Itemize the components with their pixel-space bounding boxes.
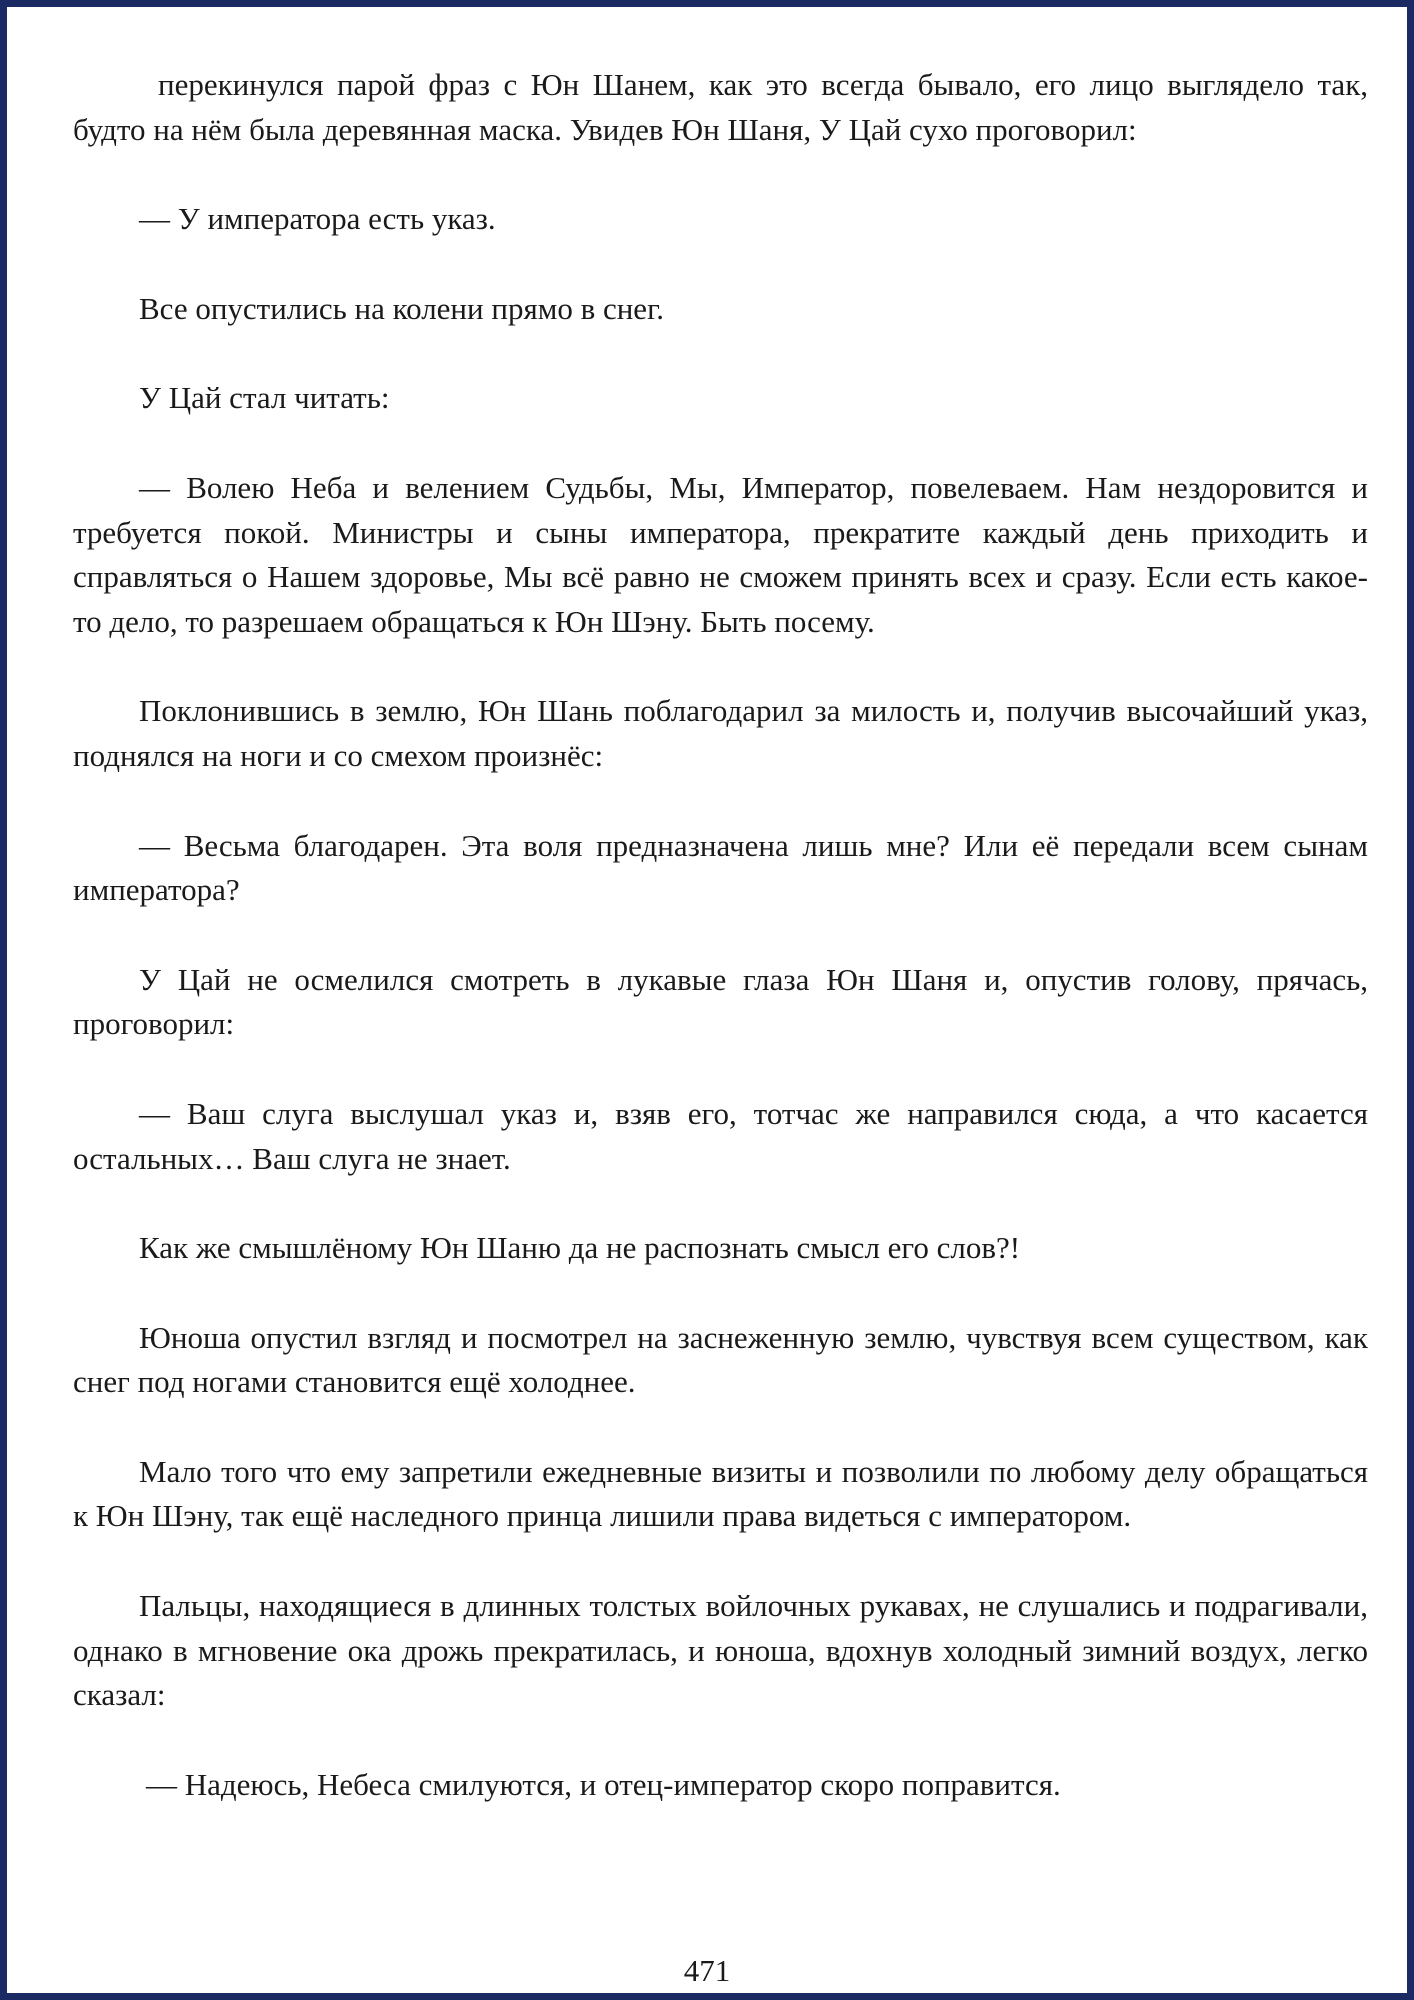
paragraph: Все опустились на колени прямо в снег. [139, 290, 665, 326]
paragraph: Юноша опустил взгляд и посмотрел на заснеженную землю, чувствуя всем существом, как снег под ногами становится ещё холоднее. [73, 1319, 1368, 1400]
paragraph: У Цай стал читать: [139, 380, 390, 416]
paragraph: У Цай не осмелился смотреть в лукавые глаза Юн Шаня и, опустив голову, прячась, проговорил: [73, 961, 1368, 1042]
paragraph: — Ваш слуга выслушал указ и, взяв его, тотчас же направился сюда, а что касается остальных… Ваш слуга не знает. [73, 1095, 1368, 1176]
paragraph: — Надеюсь, Небеса смилуются, и отец-император скоро поправится. [146, 1766, 1061, 1802]
paragraph: — У императора есть указ. [139, 201, 496, 237]
page-number: 471 [683, 1953, 731, 1988]
page-body [73, 63, 1368, 1807]
paragraph: Пальцы, находящиеся в длинных толстых войлочных рукавах, не слушались и подрагивали, однако в мгновение ока дрожь прекратилась, и юноша, вдохнув холодный зимний воздух, легко сказал: [73, 1588, 1368, 1713]
paragraph: перекинулся парой фраз с Юн Шанем, как это всегда бывало, его лицо выглядело так, будто на нём была деревянная маска. Увидев Юн Шаня, У Цай сухо проговорил: [73, 67, 1368, 147]
paragraph: — Весьма благодарен. Эта воля предназначена лишь мне? Или её передали всем сынам императора? [73, 827, 1368, 908]
paragraph: Поклонившись в землю, Юн Шань поблагодарил за милость и, получив высочайший указ, поднялся на ноги и со смехом произнёс: [73, 693, 1368, 773]
paragraph: Как же смышлёному Юн Шаню да не распознать смысл его слов?! [139, 1230, 1021, 1266]
paragraph: Мало того что ему запретили ежедневные визиты и позволили по любому делу обращаться к Юн Шэну, так ещё наследного принца лишили права видеться с императором. [73, 1453, 1368, 1534]
paragraph: — Волею Неба и велением Судьбы, Мы, Император, повелеваем. Нам нездоровится и требуется покой. Министры и сыны императора, прекратите каждый день приходить и справляться о Нашем здоровье, Мы всё равно не сможем принять всех и сразу. Если есть какое-то дело, то разрешаем обращаться к Юн Шэну. Быть посему. [73, 469, 1368, 639]
